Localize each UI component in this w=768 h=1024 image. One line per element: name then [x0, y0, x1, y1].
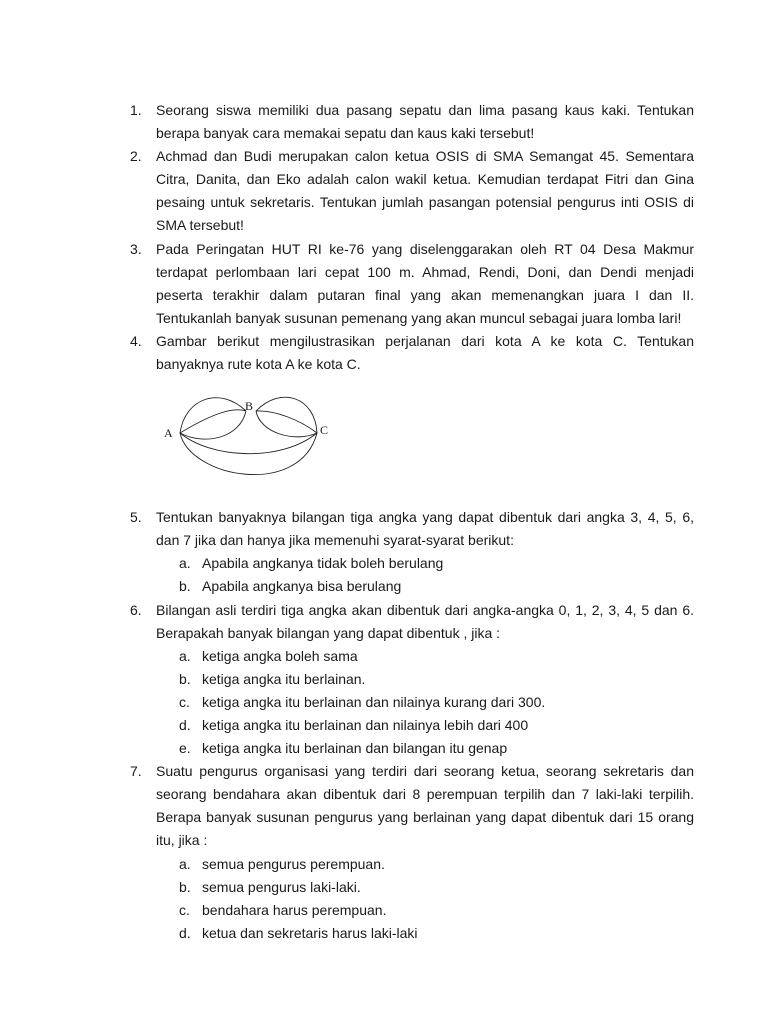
sub-question — [156, 691, 694, 714]
question-number: 2. — [130, 148, 142, 165]
question-1 — [127, 99, 694, 145]
question-7 — [127, 760, 694, 945]
sub-question-letter: a. — [179, 555, 191, 572]
question-number: 5. — [130, 509, 142, 526]
route-b-c-2 — [256, 411, 317, 433]
sub-question — [156, 853, 694, 876]
sub-question — [156, 668, 694, 691]
city-a-label: A — [164, 426, 173, 441]
sub-question-text: bendahara harus perempuan. — [202, 901, 387, 918]
question-text: Pada Peringatan HUT RI ke-76 yang diselenggarakan oleh RT 04 Desa Makmur terdapat perlombaan lari cepat 100 m. Ahmad, Rendi, Doni, dan Dendi menjadi peserta terakhir dalam putaran final yang akan memenangkan juara I dan II. Tentukanlah banyak susunan pemenang yang akan muncul sebagai juara lomba lari! — [156, 240, 694, 326]
sub-question-letter: b. — [179, 670, 191, 687]
question-number: 3. — [130, 240, 142, 257]
sub-question — [156, 552, 694, 575]
sub-question — [156, 876, 694, 899]
route-a-b-3 — [180, 411, 246, 439]
question-text: Tentukan banyaknya bilangan tiga angka yang dapat dibentuk dari angka 3, 4, 5, 6, dan 7 jika dan hanya jika memenuhi syarat-syarat berikut: — [156, 509, 694, 549]
sub-question-text: ketiga angka itu berlainan dan nilainya lebih dari 400 — [202, 716, 529, 733]
route-diagram — [156, 376, 694, 506]
sub-question-text: ketiga angka itu berlainan. — [202, 670, 366, 687]
sub-question-letter: d. — [179, 924, 191, 941]
sub-question — [156, 922, 694, 945]
question-5 — [127, 506, 694, 598]
route-a-c-1 — [180, 433, 317, 454]
sub-question-letter: a. — [179, 855, 191, 872]
sub-question-text: Apabila angkanya tidak boleh berulang — [202, 555, 444, 572]
question-text: Seorang siswa memiliki dua pasang sepatu dan lima pasang kaus kaki. Tentukan berapa banyak cara memakai sepatu dan kaus kaki tersebut! — [156, 102, 694, 142]
question-number: 7. — [130, 763, 142, 780]
sub-question-text: ketiga angka itu berlainan dan bilangan itu genap — [202, 740, 508, 757]
sub-question-letter: b. — [179, 878, 191, 895]
sub-question-text: ketua dan sekretaris harus laki-laki — [202, 924, 418, 941]
sub-question-text: ketiga angka itu berlainan dan nilainya kurang dari 300. — [202, 693, 546, 710]
city-b-label: B — [245, 399, 254, 414]
sub-question — [156, 714, 694, 737]
question-2 — [127, 145, 694, 237]
question-3 — [127, 238, 694, 330]
sub-question — [156, 737, 694, 760]
question-4 — [127, 330, 694, 506]
sub-question-list — [156, 645, 694, 760]
question-text: Suatu pengurus organisasi yang terdiri dari seorang ketua, seorang sekretaris dan seorang bendahara akan dibentuk dari 8 perempuan terpilih dan 7 laki-laki terpilih. Berapa banyak susunan pengurus yang berlainan yang dapat dibentuk dari 15 orang itu, jika : — [156, 763, 694, 849]
question-6 — [127, 599, 694, 761]
route-diagram-svg — [160, 388, 330, 486]
sub-question-letter: c. — [179, 901, 190, 918]
question-number: 1. — [130, 102, 142, 118]
sub-question — [156, 575, 694, 598]
sub-question-text: semua pengurus perempuan. — [202, 855, 385, 872]
sub-question-letter: a. — [179, 647, 191, 664]
question-text: Gambar berikut mengilustrasikan perjalanan dari kota A ke kota C. Tentukan banyaknya rute kota A ke kota C. — [156, 332, 694, 373]
route-a-b-2 — [180, 410, 246, 433]
question-number: 4. — [130, 332, 142, 349]
sub-question-text: ketiga angka boleh sama — [202, 647, 358, 664]
question-list — [127, 99, 694, 945]
sub-question-letter: c. — [179, 693, 190, 710]
sub-question-list — [156, 853, 694, 945]
city-c-label: C — [320, 423, 329, 438]
sub-question-letter: e. — [179, 740, 191, 757]
question-text: Achmad dan Budi merupakan calon ketua OSIS di SMA Semangat 45. Sementara Citra, Danita, dan Eko adalah calon wakil ketua. Kemudian terdapat Fitri dan Gina pesaing untuk sekretaris. Tentukan jumlah pasangan potensial pengurus inti OSIS di SMA tersebut! — [156, 148, 694, 234]
question-text: Bilangan asli terdiri tiga angka akan dibentuk dari angka-angka 0, 1, 2, 3, 4, 5 dan 6. Berapakah banyak bilangan yang dapat dibentuk , jika : — [156, 601, 694, 641]
question-number: 6. — [130, 601, 142, 618]
route-b-c-1 — [256, 397, 317, 433]
sub-question — [156, 899, 694, 922]
sub-question-text: semua pengurus laki-laki. — [202, 878, 361, 895]
sub-question-text: Apabila angkanya bisa berulang — [202, 578, 402, 595]
sub-question-letter: d. — [179, 716, 191, 733]
sub-question-list — [156, 552, 694, 598]
sub-question-letter: b. — [179, 578, 191, 595]
sub-question — [156, 645, 694, 668]
route-b-c-3 — [256, 411, 317, 437]
